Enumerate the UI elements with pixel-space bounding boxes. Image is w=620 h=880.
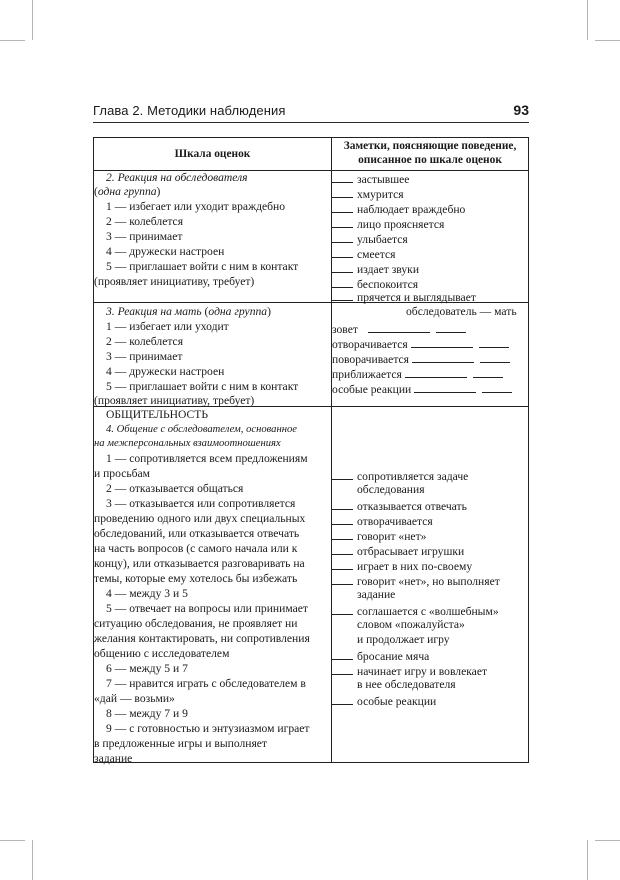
- crop-mark: [32, 0, 33, 40]
- section2-item: 1 — избегает или уходит враждебно: [106, 200, 286, 213]
- section4-heading: ОБЩИТЕЛЬНОСТЬ: [106, 408, 208, 421]
- note-item: смеется: [332, 246, 395, 262]
- crop-mark: [595, 840, 620, 841]
- section2-item: 2 — колеблется: [106, 215, 184, 228]
- section4-line: 6 — между 5 и 7: [106, 662, 188, 675]
- note-item: отбрасывает игрушки: [332, 543, 464, 559]
- section3-title: 3. Реакция на мать (одна группа): [106, 305, 271, 318]
- section2-subtitle: (одна группа): [94, 185, 161, 198]
- section4-line: желания контактировать, ни сопротивления: [94, 632, 310, 645]
- note-item: беспокоится: [332, 276, 418, 292]
- section4-line: «дай — возьми»: [94, 692, 175, 705]
- section4-line: 2 — отказывается общаться: [106, 482, 244, 495]
- section4-line: общению с исследователем: [94, 647, 230, 660]
- note-item: отворачивается: [332, 513, 433, 529]
- section4-line: 4 — между 3 и 5: [106, 587, 188, 600]
- section4-line: обследований, или отказывается отвечать: [94, 527, 300, 540]
- note-item: зовет: [332, 321, 466, 337]
- section2-item: 3 — принимает: [106, 230, 183, 243]
- col1-header: Шкала оценок: [174, 148, 251, 160]
- note-item: улыбается: [332, 231, 408, 247]
- note-item: отказывается отвечать: [332, 498, 467, 514]
- section3-item: 4 — дружески настроен: [106, 365, 225, 378]
- crop-mark: [595, 40, 620, 41]
- note-item-cont: задание: [357, 588, 396, 601]
- note-item-cont: и продолжает игру: [357, 633, 450, 646]
- section4-line: в предложенные игры и выполняет: [94, 737, 268, 750]
- section4-line: 8 — между 7 и 9: [106, 707, 188, 720]
- section4-line: задание: [94, 752, 133, 765]
- section4-line: и просьбам: [94, 467, 151, 480]
- section4-line: 5 — отвечает на вопросы или принимает: [106, 602, 308, 615]
- running-header: [93, 103, 529, 121]
- note-item-cont: словом «пожалуйста»: [357, 618, 465, 631]
- notes-header: обследователь — мать: [406, 305, 517, 318]
- crop-mark: [587, 840, 588, 880]
- note-item: играет в них по-своему: [332, 558, 472, 574]
- page-number: 93: [513, 102, 529, 118]
- note-item: издает звуки: [332, 261, 419, 277]
- note-item: говорит «нет»: [332, 528, 426, 544]
- note-item-cont: обследования: [357, 483, 425, 496]
- section4-subtitle: на межперсональных взаимоотношениях: [94, 438, 281, 449]
- note-item: прячется и выглядывает: [332, 289, 476, 305]
- note-item: хмурится: [332, 186, 404, 202]
- header-rule: [93, 122, 529, 123]
- section4-line: темы, которые ему хотелось бы избежать: [94, 572, 298, 585]
- section4-line: 9 — с готовностью и энтузиазмом играет: [106, 722, 310, 735]
- note-item: сопротивляется задаче: [332, 468, 468, 484]
- section4-line: 7 — нравится играть с обследователем в: [106, 677, 306, 690]
- col2-header-line2: описанное по шкале оценок: [358, 154, 502, 166]
- note-item: поворачивается: [332, 351, 510, 367]
- crop-mark: [32, 840, 33, 880]
- note-item: соглашается с «волшебным»: [332, 603, 499, 619]
- section2-item-cont: (проявляет инициативу, требует): [94, 275, 255, 288]
- note-item: особые реакции: [332, 693, 436, 709]
- crop-mark: [0, 40, 25, 41]
- section3-item-cont: (проявляет инициативу, требует): [94, 394, 255, 407]
- note-item: начинает игру и вовлекает: [332, 663, 487, 679]
- section3-item: 3 — принимает: [106, 350, 183, 363]
- section4-line: проведению одного или двух специальных: [94, 512, 306, 525]
- note-item: отворачивается: [332, 336, 509, 352]
- section3-item: 1 — избегает или уходит: [106, 320, 229, 333]
- section4-line: на часть вопросов (с самого начала или к: [94, 542, 298, 555]
- section2-item: 5 — приглашает войти с ним в контакт: [106, 260, 299, 273]
- section4-line: 3 — отказывается или сопротивляется: [106, 497, 296, 510]
- section3-item: 5 — приглашает войти с ним в контакт: [106, 380, 299, 393]
- note-item: лицо проясняется: [332, 216, 444, 232]
- note-item: приближается: [332, 366, 503, 382]
- rating-scale-table: [93, 137, 529, 763]
- section4-line: концу), или отказывается разговаривать на: [94, 557, 305, 570]
- crop-mark: [0, 840, 25, 841]
- note-item: говорит «нет», но выполняет: [332, 573, 500, 589]
- crop-mark: [587, 0, 588, 40]
- col2-header-line1: Заметки, поясняющие поведение,: [343, 140, 517, 152]
- chapter-title: Глава 2. Методики наблюдения: [93, 103, 286, 118]
- section4-subtitle: 4. Общение с обследователем, основанное: [106, 424, 297, 435]
- section3-item: 2 — колеблется: [106, 335, 184, 348]
- section4-line: ситуацию обследования, не проявляет ни: [94, 617, 298, 630]
- note-item: бросание мяча: [332, 648, 429, 664]
- section4-line: 1 — сопротивляется всем предложениям: [106, 452, 308, 465]
- section2-item: 4 — дружески настроен: [106, 245, 225, 258]
- note-item: застывшее: [332, 171, 409, 187]
- note-item-cont: в нее обследователя: [357, 678, 456, 691]
- note-item: наблюдает враждебно: [332, 201, 465, 217]
- note-item: особые реакции: [332, 381, 512, 397]
- section2-title: 2. Реакция на обследователя: [106, 171, 248, 184]
